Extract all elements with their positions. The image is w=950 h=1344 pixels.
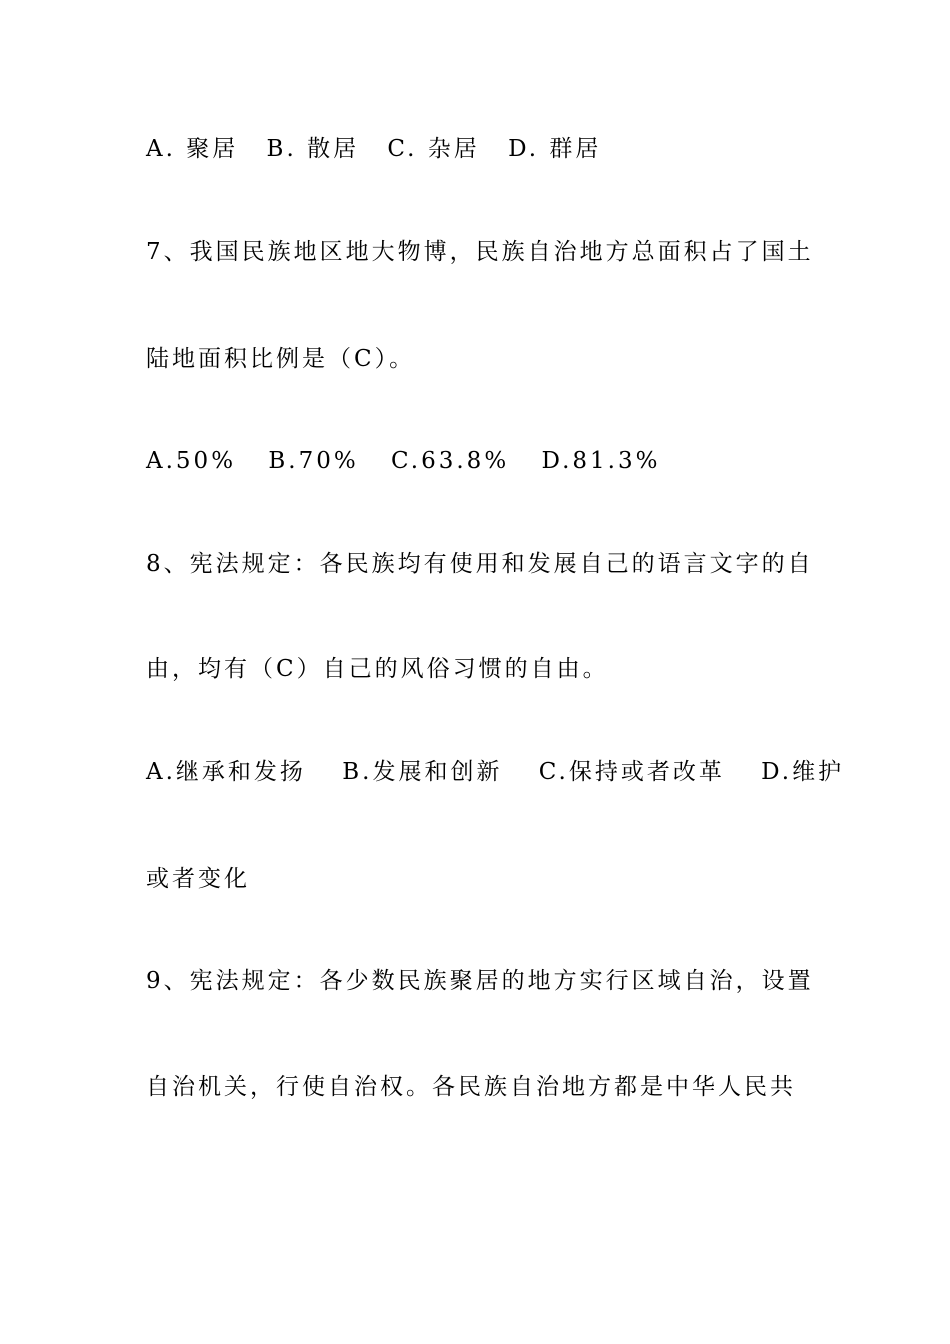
q8-option-c: C.保持或者改革 <box>538 759 725 785</box>
q7-option-a: A.50% <box>146 448 237 474</box>
q6-option-a: A. 聚居 <box>146 136 239 162</box>
q8-option-d: D.维护 <box>761 759 845 785</box>
q9-stem-line-2: 自治机关，行使自治权。各民族自治地方都是中华人民共 <box>146 1074 796 1100</box>
q7-stem-line-1: 7、我国民族地区地大物博，民族自治地方总面积占了国土 <box>146 239 814 265</box>
q6-option-d: D. 群居 <box>508 136 602 162</box>
q8-options <box>146 757 845 787</box>
q7-option-c: C.63.8% <box>391 448 510 474</box>
q6-option-b: B. 散居 <box>266 136 360 162</box>
q8-stem-line-1: 8、宪法规定：各民族均有使用和发展自己的语言文字的自 <box>146 551 814 577</box>
q7-stem-line-2: 陆地面积比例是（C）。 <box>146 346 416 372</box>
q8-stem-line-2: 由，均有（C）自己的风俗习惯的自由。 <box>146 656 609 682</box>
q6-options <box>146 134 826 164</box>
q6-option-c: C. 杂居 <box>387 136 480 162</box>
q8-option-b: B.发展和创新 <box>342 759 503 785</box>
q7-options <box>146 446 826 476</box>
q8-option-a: A.继承和发扬 <box>146 759 306 785</box>
q8-options-line-2: 或者变化 <box>146 866 250 892</box>
q9-stem-line-1: 9、宪法规定：各少数民族聚居的地方实行区域自治，设置 <box>146 968 814 994</box>
q7-option-b: B.70% <box>268 448 359 474</box>
q7-option-d: D.81.3% <box>541 448 661 474</box>
